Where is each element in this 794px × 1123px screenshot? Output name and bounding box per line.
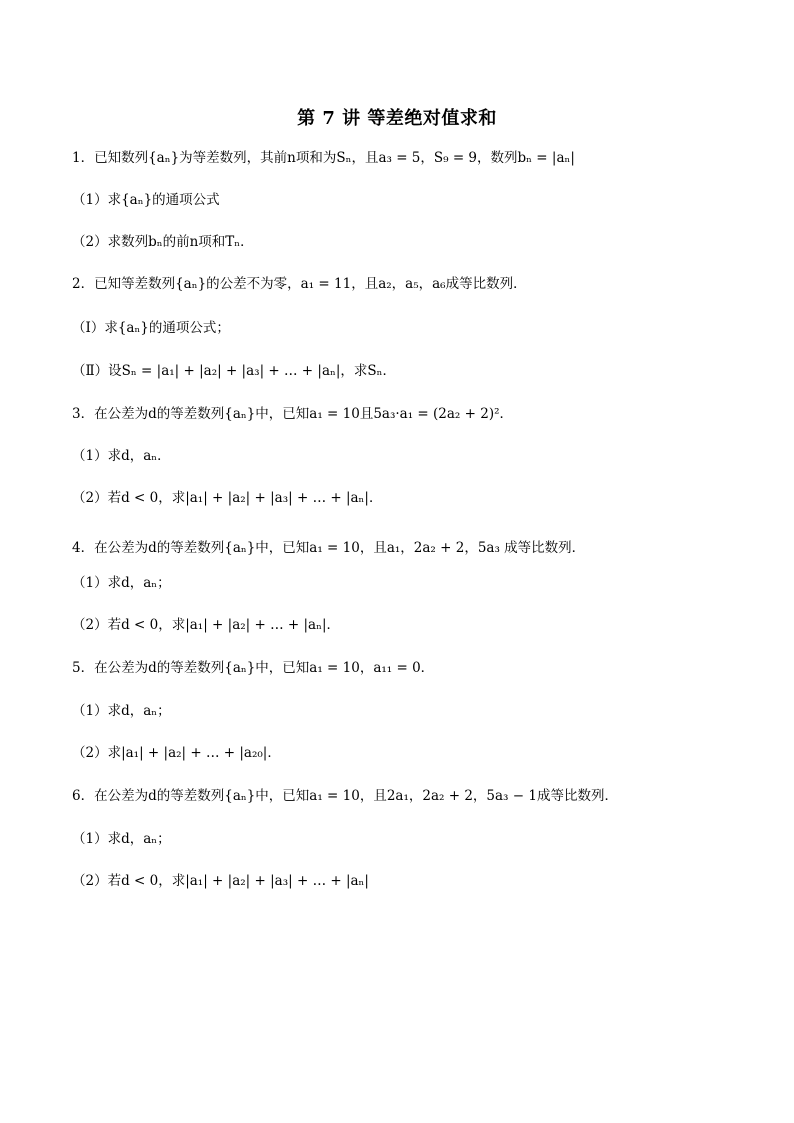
problem-2-statement: 2．已知等差数列{aₙ}的公差不为零，a₁ = 11，且a₂，a₅，a₆成等比数列． <box>72 276 527 292</box>
problem-3-part-2: （2）若d < 0，求|a₁| + |a₂| + |a₃| + … + |aₙ|． <box>72 490 383 506</box>
problem-4-part-1: （1）求d，aₙ； <box>72 575 171 591</box>
problem-5-statement: 5．在公差为d的等差数列{aₙ}中，已知a₁ = 10，a₁₁ = 0． <box>72 660 435 676</box>
problem-1-statement: 1．已知数列{aₙ}为等差数列，其前n项和为Sₙ，且a₃ = 5，S₉ = 9，数列bₙ = |aₙ| <box>72 150 575 166</box>
problem-5-part-1: （1）求d，aₙ； <box>72 703 171 719</box>
problem-3-part-1: （1）求d，aₙ． <box>72 448 171 464</box>
problem-6-part-1: （1）求d，aₙ； <box>72 831 171 847</box>
problem-6-statement: 6．在公差为d的等差数列{aₙ}中，已知a₁ = 10，且2a₁，2a₂ + 2，5a₃ − 1成等比数列． <box>72 788 618 804</box>
problem-3-statement: 3．在公差为d的等差数列{aₙ}中，已知a₁ = 10且5a₃·a₁ = (2a₂ + 2)²． <box>72 406 514 422</box>
problem-2-part-1: （Ⅰ）求{aₙ}的通项公式； <box>72 320 230 336</box>
problem-4-part-2: （2）若d < 0，求|a₁| + |a₂| + … + |aₙ|． <box>72 617 340 633</box>
problem-6-part-2: （2）若d < 0，求|a₁| + |a₂| + |a₃| + … + |aₙ| <box>72 873 369 889</box>
problem-1-part-2: （2）求数列bₙ的前n项和Tₙ． <box>72 234 254 250</box>
page-title: 第 7 讲 等差绝对值求和 <box>297 108 497 129</box>
problem-1-part-1: （1）求{aₙ}的通项公式 <box>72 192 220 208</box>
problem-2-part-2: （Ⅱ）设Sₙ = |a₁| + |a₂| + |a₃| + … + |aₙ|，求Sₙ． <box>72 363 396 379</box>
problem-4-statement: 4．在公差为d的等差数列{aₙ}中，已知a₁ = 10，且a₁，2a₂ + 2，5a₃ 成等比数列． <box>72 540 586 556</box>
problem-5-part-2: （2）求|a₁| + |a₂| + … + |a₂₀|． <box>72 745 281 761</box>
